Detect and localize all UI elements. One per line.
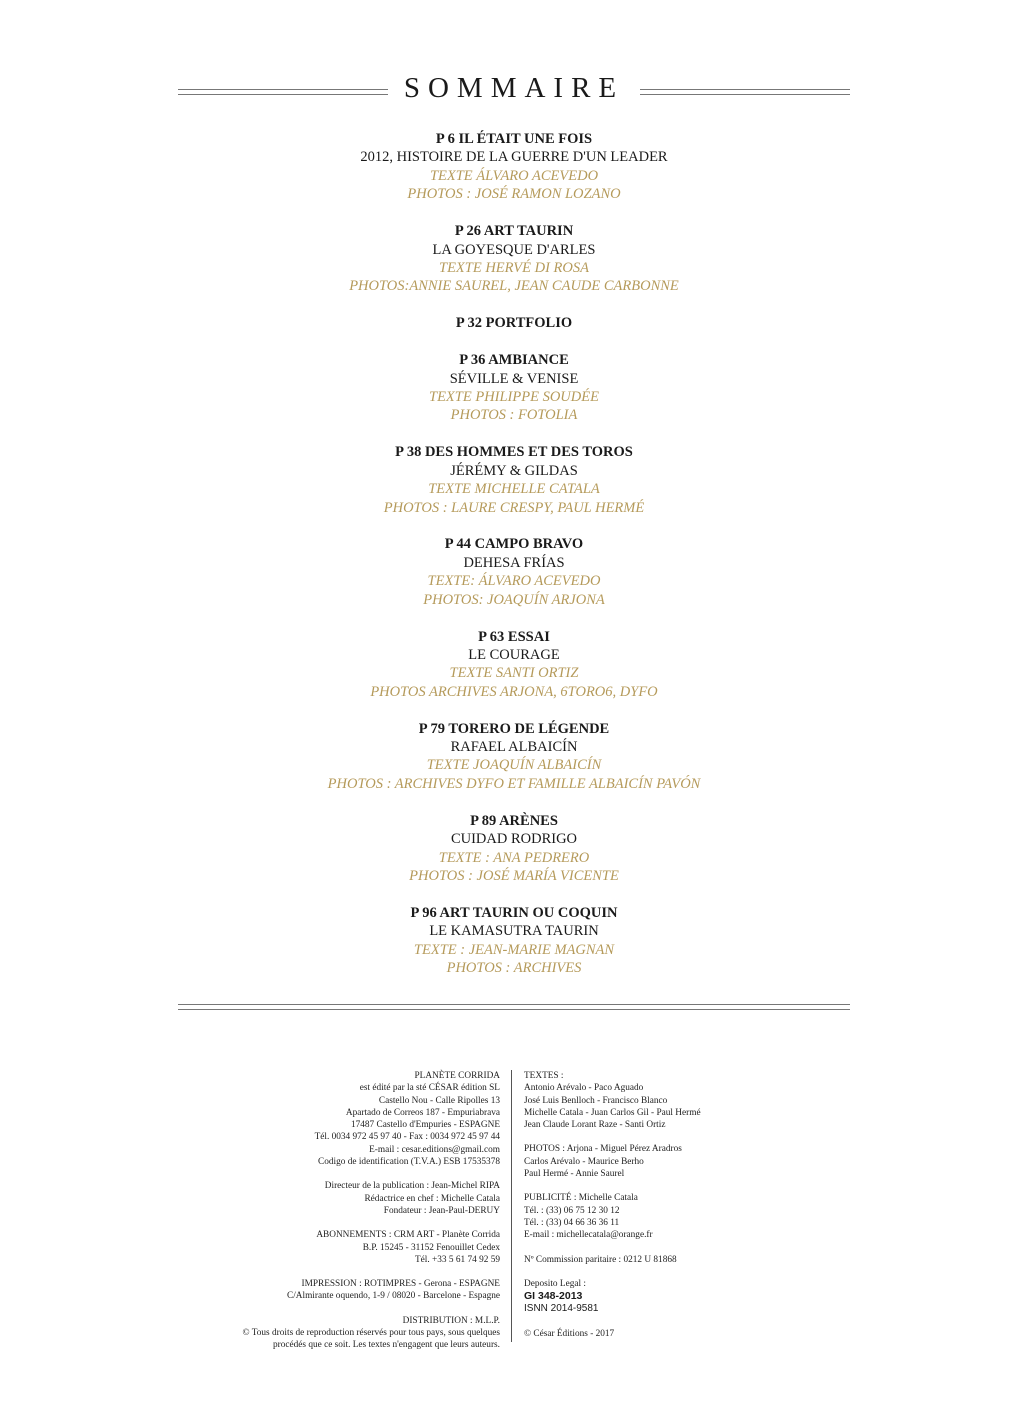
toc-entry-heading: P 63 ESSAI: [478, 628, 550, 645]
table-of-contents: [178, 130, 850, 996]
advertising-line: Tél. : (33) 06 75 12 30 12: [524, 1205, 620, 1216]
toc-entry-credit: PHOTOS ARCHIVES ARJONA, 6TORO6, DYFO: [370, 683, 658, 700]
toc-entry-credit: PHOTOS:ANNIE SAUREL, JEAN CAUDE CARBONNE: [349, 278, 679, 295]
texts-line: TEXTES :: [524, 1071, 564, 1081]
toc-entry: [178, 314, 850, 332]
deposit-label: Deposito Legal :: [524, 1278, 586, 1289]
distribution-line: procédés que ce soit. Les textes n'engagent que leurs auteurs.: [272, 1340, 500, 1351]
direction-info: [180, 1180, 500, 1217]
toc-entry: [178, 812, 850, 886]
copyright: © César Éditions - 2017: [524, 1328, 615, 1339]
deposit-number: GI 348-2013: [524, 1290, 583, 1303]
toc-entry-credit: PHOTOS : LAURE CRESPY, PAUL HERMÉ: [383, 499, 645, 516]
toc-entry-heading: P 26 ART TAURIN: [454, 223, 574, 240]
publisher-line: Codigo de identification (T.V.A.) ESB 17535378: [318, 1157, 500, 1168]
direction-line: Rédactrice en chef : Michelle Catala: [364, 1193, 500, 1204]
texts-line: Jean Claude Lorant Raze - Santi Ortiz: [524, 1120, 666, 1131]
texts-line: Antonio Arévalo - Paco Aguado: [524, 1083, 644, 1094]
toc-entry-heading: P 89 ARÈNES: [470, 812, 558, 829]
advertising-line: E-mail : michellecatala@orange.fr: [524, 1230, 653, 1241]
toc-entry-heading: P 44 CAMPO BRAVO: [444, 536, 584, 553]
publisher-line: Tél. 0034 972 45 97 40 - Fax : 0034 972 45 97 44: [314, 1132, 500, 1143]
publisher-line: Apartado de Correos 187 - Empuriabrava: [345, 1107, 500, 1118]
publisher-line: 17487 Castello d'Empuries - ESPAGNE: [350, 1120, 500, 1131]
issn-number: ISNN 2014-9581: [524, 1303, 599, 1315]
publisher-line: E-mail : cesar.editions@gmail.com: [369, 1144, 500, 1155]
toc-entry: [178, 351, 850, 425]
photos-credits: [524, 1143, 844, 1180]
toc-entry-subtitle: LA GOYESQUE D'ARLES: [432, 241, 596, 258]
publisher-info: [180, 1070, 500, 1168]
colophon-right-column: [524, 1070, 844, 1340]
publisher-line: Castello Nou - Calle Ripolles 13: [378, 1095, 500, 1106]
toc-entry: [178, 222, 850, 296]
distribution-line: DISTRIBUTION : M.L.P.: [402, 1315, 500, 1326]
direction-line: Directeur de la publication : Jean-Michel RIPA: [324, 1181, 500, 1192]
photos-line: Paul Hermé - Annie Saurel: [524, 1169, 625, 1180]
toc-entry: [178, 720, 850, 794]
subscriptions-line: ABONNEMENTS : CRM ART - Planète Corrida: [316, 1230, 500, 1241]
colophon-left-column: [180, 1070, 500, 1352]
toc-entry-subtitle: LE KAMASUTRA TAURIN: [429, 923, 599, 940]
toc-entry-subtitle: 2012, HISTOIRE DE LA GUERRE D'UN LEADER: [360, 149, 668, 166]
toc-entry: [178, 130, 850, 204]
toc-entry-subtitle: LE COURAGE: [468, 646, 560, 663]
toc-entry-credit: TEXTE MICHELLE CATALA: [428, 481, 600, 498]
toc-entry-credit: PHOTOS: JOAQUÍN ARJONA: [423, 591, 605, 608]
texts-line: José Luis Benlloch - Francisco Blanco: [524, 1095, 668, 1106]
direction-line: Fondateur : Jean-Paul-DERUY: [383, 1205, 500, 1216]
toc-entry-subtitle: JÉRÉMY & GILDAS: [450, 462, 578, 479]
toc-entry: [178, 628, 850, 702]
advertising-info: [524, 1192, 844, 1241]
toc-entry-credit: TEXTE ÁLVARO ACEVEDO: [429, 167, 599, 184]
advertising-line: Tél. : (33) 04 66 36 36 11: [524, 1217, 620, 1228]
distribution-line: © Tous droits de reproduction réservés pour tous pays, sous quelques: [242, 1328, 500, 1339]
toc-entry-credit: TEXTE HERVÉ DI ROSA: [439, 259, 589, 276]
texts-line: Michelle Catala - Juan Carlos Gil - Paul Hermé: [524, 1107, 701, 1118]
publisher-line: est édité par la sté CÉSAR édition SL: [359, 1083, 500, 1094]
toc-entry-credit: PHOTOS : ARCHIVES DYFO ET FAMILLE ALBAICÍN PAVÓN: [327, 775, 701, 792]
subscriptions-line: Tél. +33 5 61 74 92 59: [414, 1254, 500, 1265]
toc-entry-credit: TEXTE: ÁLVARO ACEVEDO: [427, 573, 601, 590]
toc-entry-heading: P 79 TORERO DE LÉGENDE: [418, 720, 610, 737]
toc-entry-credit: PHOTOS : JOSÉ MARÍA VICENTE: [409, 868, 619, 884]
toc-entry-heading: P 96 ART TAURIN OU COQUIN: [410, 904, 618, 921]
toc-entry-credit: PHOTOS : ARCHIVES: [446, 960, 582, 977]
toc-entry-heading: P 6 IL ÉTAIT UNE FOIS: [435, 131, 593, 147]
toc-entry-credit: PHOTOS : FOTOLIA: [450, 407, 578, 424]
toc-entry-heading: P 36 AMBIANCE: [459, 352, 569, 369]
bottom-rule: [178, 1004, 850, 1010]
toc-entry-subtitle: DEHESA FRÍAS: [463, 554, 565, 571]
photos-line: PHOTOS : Arjona - Miguel Pérez Aradros: [524, 1144, 682, 1155]
distribution-info: [180, 1315, 500, 1352]
toc-entry-credit: TEXTE : ANA PEDRERO: [438, 849, 590, 866]
texts-credits: [524, 1070, 844, 1131]
toc-entry-credit: TEXTE PHILIPPE SOUDÉE: [429, 388, 599, 405]
toc-entry: [178, 443, 850, 517]
toc-entry: [178, 535, 850, 609]
toc-entry-subtitle: RAFAEL ALBAICÍN: [450, 739, 578, 756]
printing-line: C/Almirante oquendo, 1-9 / 08020 - Barcelone - Espagne: [287, 1291, 500, 1302]
toc-entry-subtitle: SÉVILLE & VENISE: [449, 370, 579, 387]
page-title: SOMMAIRE: [403, 72, 625, 104]
page-header: [178, 72, 850, 112]
photos-line: Carlos Arévalo - Maurice Berho: [524, 1156, 644, 1167]
toc-entry-credit: PHOTOS : JOSÉ RAMON LOZANO: [407, 186, 621, 203]
toc-entry-heading: P 32 PORTFOLIO: [455, 315, 573, 332]
toc-entry: [178, 904, 850, 978]
column-divider: [511, 1070, 512, 1342]
toc-entry-credit: TEXTE : JEAN-MARIE MAGNAN: [413, 941, 615, 958]
subscriptions-line: B.P. 15245 - 31152 Fenouillet Cedex: [362, 1242, 500, 1253]
toc-entry-heading: P 38 DES HOMMES ET DES TOROS: [395, 444, 633, 461]
printing-info: [180, 1278, 500, 1303]
toc-entry-subtitle: CUIDAD RODRIGO: [450, 831, 578, 848]
publisher-line: PLANÈTE CORRIDA: [414, 1071, 500, 1081]
advertising-line: PUBLICITÉ : Michelle Catala: [524, 1193, 638, 1204]
toc-entry-credit: TEXTE SANTI ORTIZ: [449, 665, 579, 682]
subscriptions-info: [180, 1229, 500, 1266]
printing-line: IMPRESSION : ROTIMPRES - Gerona - ESPAGNE: [301, 1279, 500, 1290]
header-rule-right: [640, 89, 850, 95]
toc-entry-credit: TEXTE JOAQUÍN ALBAICÍN: [426, 757, 602, 774]
commission-number: Nº Commission paritaire : 0212 U 81868: [524, 1254, 677, 1265]
